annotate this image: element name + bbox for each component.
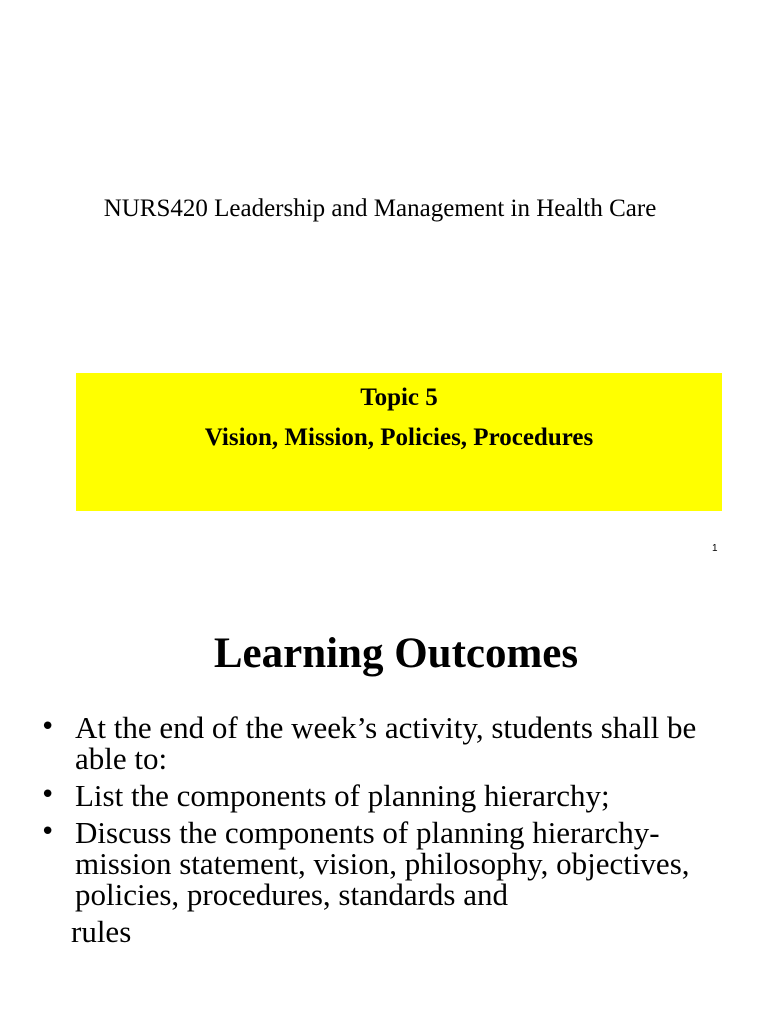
bullet-icon: • bbox=[40, 712, 56, 742]
learning-outcome-text: At the end of the week’s activity, students shall be able to: bbox=[75, 710, 697, 776]
topic-banner bbox=[76, 373, 722, 511]
topic-number: Topic 5 bbox=[360, 384, 438, 411]
learning-outcome-trailing-text: rules bbox=[71, 914, 132, 949]
bullet-icon: • bbox=[40, 780, 56, 810]
learning-outcome-item bbox=[40, 712, 730, 774]
learning-outcome-item bbox=[40, 817, 730, 947]
topic-title: Vision, Mission, Policies, Procedures bbox=[204, 424, 594, 451]
learning-outcome-text: List the components of planning hierarchy; bbox=[75, 778, 610, 813]
learning-outcome-item bbox=[40, 780, 730, 811]
course-title: NURS420 Leadership and Management in Health Care bbox=[103, 195, 657, 222]
page-number: 1 bbox=[712, 543, 718, 554]
learning-outcome-text: Discuss the components of planning hierarchy- mission statement, vision, philosophy, objectives, policies, procedures, standards and bbox=[75, 815, 690, 912]
bullet-icon: • bbox=[40, 817, 56, 847]
learning-outcomes-heading: Learning Outcomes bbox=[213, 630, 579, 677]
learning-outcomes-list bbox=[40, 712, 730, 953]
